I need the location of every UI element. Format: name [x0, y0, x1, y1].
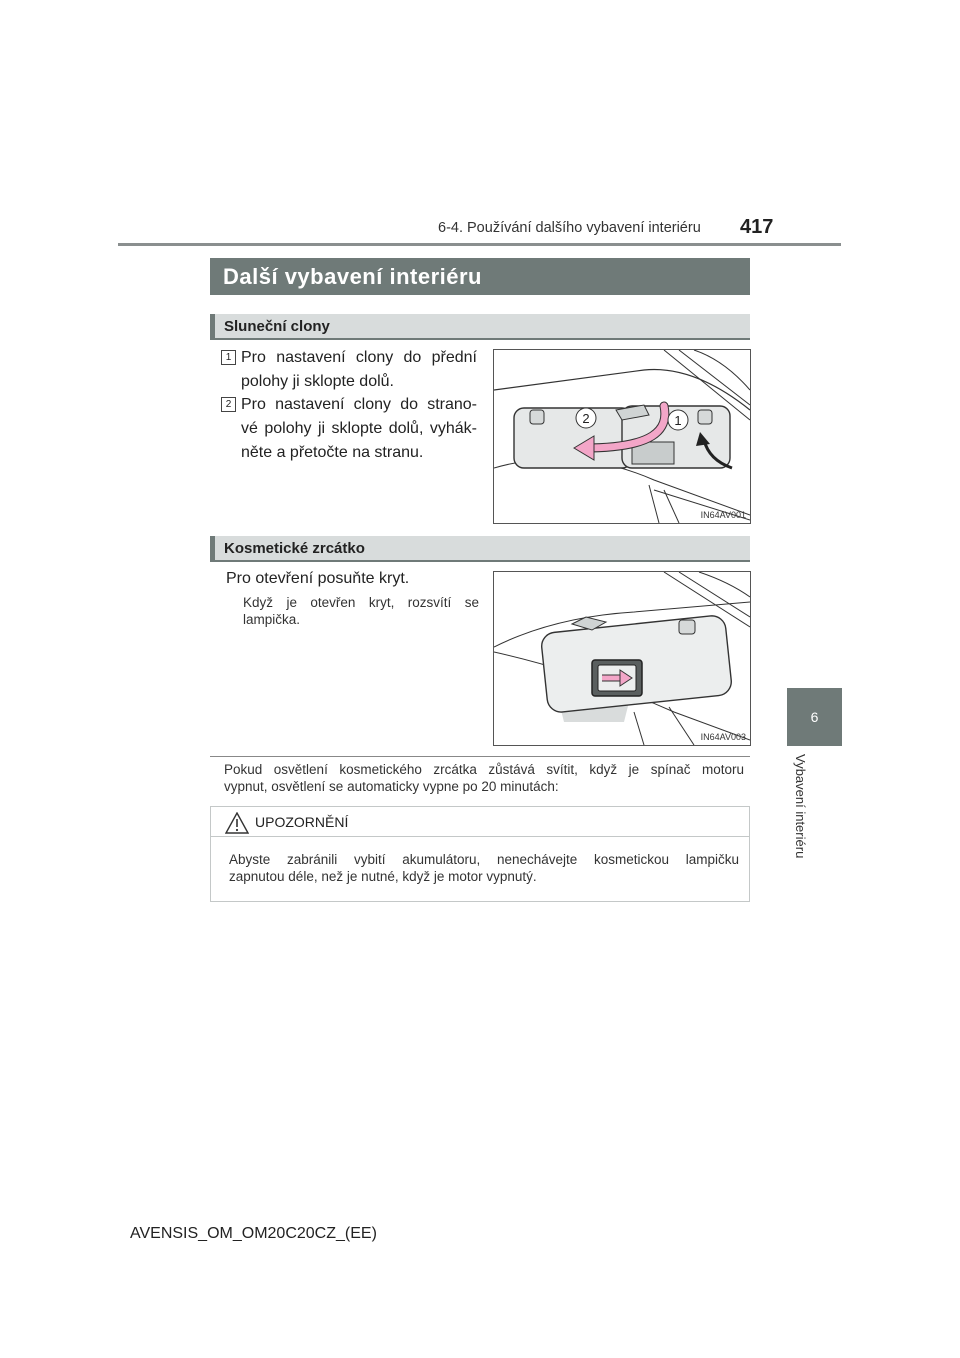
vanity-mirror-drawing	[494, 572, 750, 745]
warning-title: UPOZORNĚNÍ	[255, 814, 349, 830]
note-text-line: Pokud osvětlení kosmetického zrcátka zůstává svítit, když je spínač motoru	[224, 762, 744, 777]
step-badge: 2	[221, 397, 236, 412]
warning-header-divider	[211, 836, 749, 837]
step-text-line: něte a přetočte na stranu.	[241, 444, 424, 461]
section-heading-text: Kosmetické zrcátko	[224, 540, 365, 557]
note-text-line: vypnut, osvětlení se automaticky vypne po 20 minutách:	[224, 779, 559, 794]
figure-callout: 1	[674, 413, 682, 428]
step-text-line: polohy ji sklopte dolů.	[241, 373, 394, 390]
figure-id: IN64AV003	[700, 732, 746, 742]
chapter-tab-label-container	[793, 754, 826, 874]
vanity-mirror-illustration	[493, 571, 751, 746]
header-divider	[118, 243, 841, 246]
sun-visor-drawing	[494, 350, 750, 523]
section-heading-sun-visors	[210, 314, 750, 340]
step-text-line: Pro nastavení clony do přední	[241, 349, 477, 366]
warning-text-line: zapnutou déle, než je nutné, když je motor vypnutý.	[229, 869, 537, 884]
warning-text-line: Abyste zabránili vybití akumulátoru, nenechávejte kosmetickou lampičku	[229, 852, 739, 867]
warning-triangle-icon	[225, 812, 249, 834]
section-heading-text: Sluneční clony	[224, 318, 330, 335]
sun-visor-illustration	[493, 349, 751, 524]
note-divider	[210, 756, 750, 757]
step-badge: 1	[221, 350, 236, 365]
figure-callout: 2	[582, 411, 590, 426]
step-text-line: vé polohy ji sklopte dolů, vyhák-	[241, 420, 477, 437]
section-heading-vanity-mirror	[210, 536, 750, 562]
sub-note-line: lampička.	[243, 612, 301, 627]
page-number: 417	[740, 216, 774, 238]
chapter-tab-label: Vybavení interiéru	[793, 754, 808, 859]
page-title: Další vybavení interiéru	[210, 258, 750, 295]
section-heading-bar	[210, 314, 215, 338]
warning-box	[210, 806, 750, 902]
document-code: AVENSIS_OM_OM20C20CZ_(EE)	[130, 1225, 377, 1242]
figure-id: IN64AV001	[700, 510, 746, 520]
instruction-text: Pro otevření posuňte kryt.	[226, 570, 410, 587]
step-text-line: Pro nastavení clony do strano-	[241, 396, 477, 413]
running-header: 6-4. Používání dalšího vybavení interiéru	[438, 220, 701, 236]
chapter-tab: 6	[787, 688, 842, 746]
sub-note-line: Když je otevřen kryt, rozsvítí se	[243, 595, 479, 610]
section-heading-bar	[210, 536, 215, 560]
